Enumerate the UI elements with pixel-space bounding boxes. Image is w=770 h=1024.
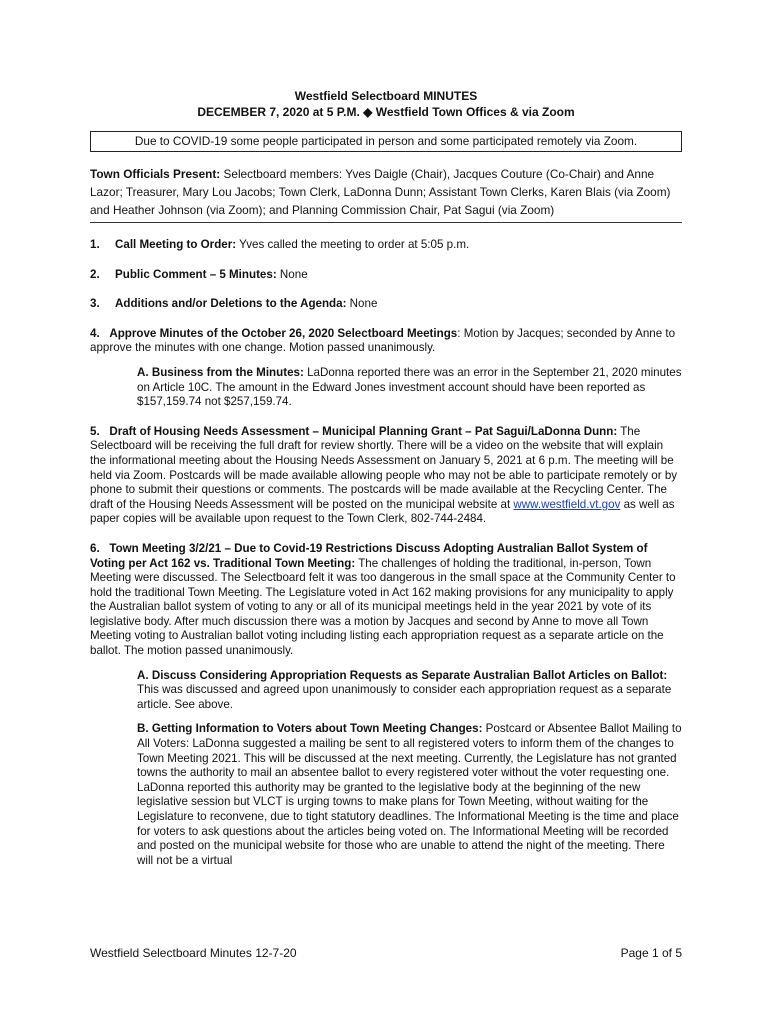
agenda-item-5 (90, 425, 682, 527)
item-number: 1. (90, 238, 100, 251)
sub-item-6b (137, 722, 682, 868)
agenda-item-3 (90, 297, 682, 312)
sub-item-6a (137, 669, 682, 713)
officials-text: Selectboard members: Yves Daigle (Chair), Jacques Couture (Co-Chair) and Anne Lazor; Treasurer, Mary Lou Jacobs; Town Clerk, LaDonna Dunn; Assistant Town Clerks, Karen Blais (via Zoom) and Heather Johnson (via Zoom); and Planning Commission Chair, Pat Sagui (via Zoom) (90, 167, 671, 217)
item-number: 4. (90, 326, 100, 340)
sub-item-title: A. Business from the Minutes: (137, 365, 304, 379)
item-number: 3. (90, 297, 100, 311)
agenda-item-1 (90, 238, 682, 253)
item-title: Call Meeting to Order: (115, 238, 237, 251)
item-title: Additions and/or Deletions to the Agenda: (115, 297, 347, 311)
sub-item-text: This was discussed and agreed upon unanimously to consider each appropriation request as a separate article. See above. (137, 683, 672, 711)
officials-label: Town Officials Present: (90, 167, 221, 181)
item-text-end: as well as paper copies will be available upon request to the Town Clerk, 802-744-2484. (90, 497, 675, 526)
covid-notice: Due to COVID-19 some people participated in person and some participated remotely via Zoom. (90, 131, 682, 152)
sub-item-title: B. Getting Information to Voters about Town Meeting Changes: (137, 722, 483, 736)
item-text: Yves called the meeting to order at 5:05 p.m. (236, 238, 470, 251)
agenda-item-2 (90, 268, 682, 283)
sub-item-text: LaDonna reported there was an error in the September 21, 2020 minutes on Article 10C. The amount in the Edward Jones investment account should have been reported as $157,159.74 not $257,159.74. (137, 365, 682, 409)
sub-item-text: Postcard or Absentee Ballot Mailing to All Voters: LaDonna suggested a mailing be sent to all registered voters to inform them of the changes to Town Meeting 2021. This will be discussed at the next meeting. Currently, the Legislature has not granted towns the authority to mail an absentee ballot to every registered voter without the voter requesting one. LaDonna reported this authority may be granted to the legislative body at the beginning of the new legislative session but VLCT is urging towns to make plans for Town Meeting, without waiting for the Legislature to reconvene, due to tight statutory deadlines. The Informational Meeting is the time and place for voters to ask questions about the articles being voted on. The Informational Meeting will be recorded and posted on the municipal website for those who are unable to attend the night of the meeting. There will not be a virtual (137, 722, 682, 867)
sub-item-4a (137, 366, 682, 410)
title-line-1: Westfield Selectboard MINUTES (294, 89, 478, 103)
item-number: 6. (90, 541, 100, 555)
footer-page-number: Page 1 of 5 (620, 946, 682, 960)
sub-item-title: A. Discuss Considering Appropriation Requests as Separate Australian Ballot Articles on Ballot: (137, 668, 668, 682)
agenda-item-6 (90, 542, 682, 868)
item-text: None (276, 267, 308, 281)
item-title: Draft of Housing Needs Assessment – Municipal Planning Grant – Pat Sagui/LaDonna Dunn: (109, 424, 618, 438)
item-title: Town Meeting 3/2/21 – Due to Covid-19 Restrictions Discuss Adopting Australian Ballot System of Voting per Act 162 vs. Traditional Town Meeting: (90, 541, 648, 570)
item-text: The challenges of holding the traditional, in-person, Town Meeting were discussed. The Selectboard felt it was too dangerous in the small space at the Community Center to hold the traditional Town Meeting. The Legislature voted in Act 162 making provisions for any municipality to apply the Australian ballot system of voting to any or all of its municipal meetings held in the year 2021 by vote of its legislative body. After much discussion there was a motion by Jacques and second by Anne to move all Town Meeting voting to Australian ballot voting including listing each appropriation request as a separate article on the ballot. The motion passed unanimously. (90, 556, 676, 658)
agenda-item-4 (90, 327, 682, 410)
title-line-2: DECEMBER 7, 2020 at 5 P.M. ◆ Westfield Town Offices & via Zoom (197, 105, 575, 119)
item-title: Approve Minutes of the October 26, 2020 Selectboard Meetings (109, 326, 458, 340)
item-text: None (346, 297, 378, 311)
item-number: 2. (90, 267, 100, 281)
footer-document-name: Westfield Selectboard Minutes 12-7-20 (90, 946, 297, 960)
document-page (90, 88, 682, 868)
item-text: : Motion by Jacques; seconded by Anne to approve the minutes with one change. Motion passed unanimously. (90, 326, 676, 355)
officials-present (90, 165, 682, 223)
page-footer (90, 946, 682, 961)
item-text: The Selectboard will be receiving the full draft for review shortly. There will be a video on the website that will explain the informational meeting about the Housing Needs Assessment on January 5, 2021 at 6 p.m. The meeting will be held via Zoom. Postcards will be made available allowing people who may not be able to participate remotely or by phone to submit their questions or comments. The postcards will be made available at the Recycling Center. The draft of the Housing Needs Assessment will be posted on the municipal website at (90, 424, 678, 511)
item-title: Public Comment – 5 Minutes: (115, 267, 277, 281)
document-title (90, 88, 682, 120)
website-link[interactable]: www.westfield.vt.gov (513, 497, 621, 511)
item-number: 5. (90, 424, 100, 438)
